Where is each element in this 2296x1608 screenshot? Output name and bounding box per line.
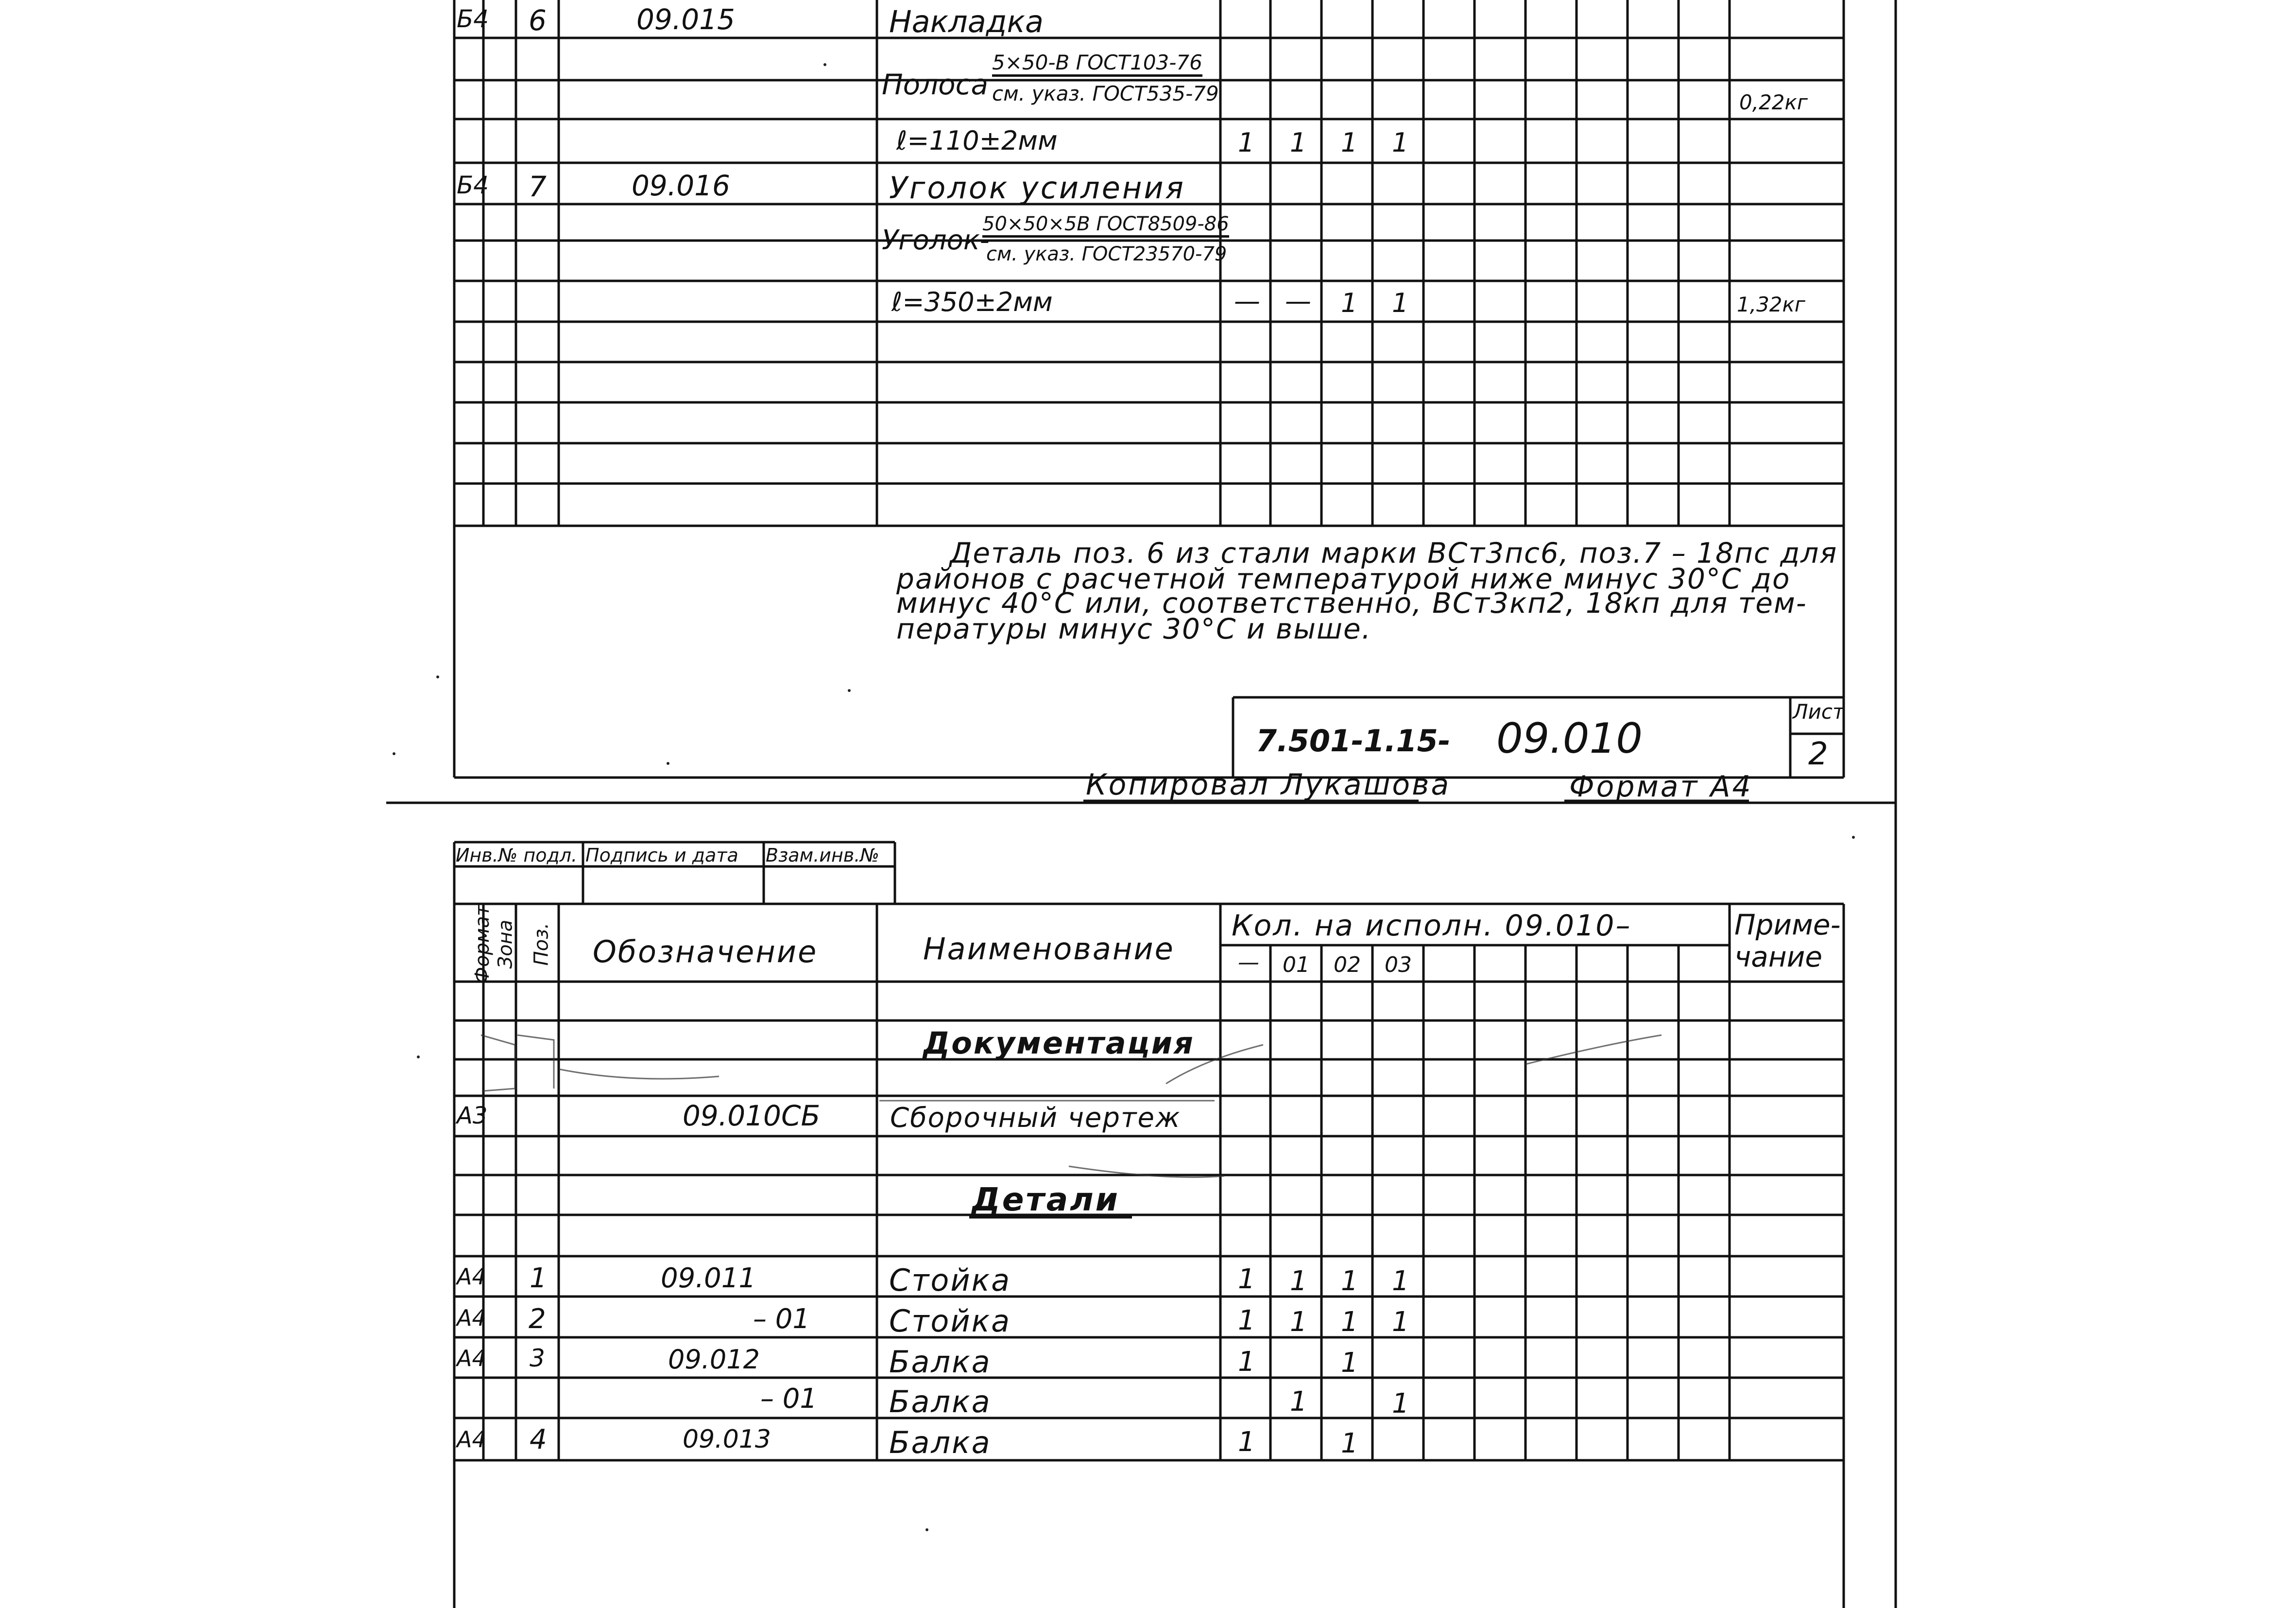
part2-q2: 1	[1290, 1306, 1307, 1338]
row6-pos: 6	[529, 4, 547, 37]
row-angle-length: ℓ=350±2мм	[891, 287, 1053, 317]
header-zone: Зона	[494, 919, 517, 969]
material-note-line-1: Деталь поз. 6 из стали марки ВСт3пс6, поз.7 – 18пс для	[950, 536, 1838, 570]
row-angle-frac-top: 50×50×5В ГОСТ8509-86	[982, 213, 1229, 238]
scan-speck	[848, 689, 851, 692]
part4-name: Балка	[889, 1425, 992, 1460]
material-note-line-2: районов с расчетной температурой ниже минус 30°С до	[896, 562, 1791, 595]
row7-name: Уголок усиления	[889, 170, 1185, 206]
row7-pos: 7	[529, 170, 547, 203]
assembly-format: А3	[457, 1102, 488, 1129]
row7-format: Б4	[457, 171, 489, 199]
row-angle-q4: 1	[1392, 288, 1409, 318]
part3-pos: 3	[530, 1344, 545, 1372]
part3-01-name: Балка	[889, 1384, 992, 1419]
header-pos: Поз.	[530, 922, 553, 966]
part3-q1: 1	[1238, 1346, 1255, 1378]
material-note-line-3: минус 40°С или, соответственно, ВСт3кп2, 18кп для тем-	[896, 587, 1807, 620]
part2-name: Стойка	[889, 1303, 1011, 1339]
row-strip-note: 0,22кг	[1739, 90, 1808, 114]
row-angle-q1: —	[1234, 286, 1260, 316]
scan-speck	[823, 63, 826, 66]
scan-speck	[667, 762, 669, 765]
part1-pos: 1	[530, 1262, 547, 1294]
doc-number: 7.501-1.15-	[1256, 723, 1451, 759]
part3-01-designation: – 01	[760, 1383, 818, 1415]
format-label: Формат А4	[1569, 770, 1753, 804]
part1-q2: 1	[1290, 1265, 1307, 1297]
part3-designation: 09.012	[668, 1344, 760, 1375]
row6-designation: 09.015	[636, 3, 735, 36]
row-strip-frac-bot: см. указ. ГОСТ535-79	[992, 82, 1219, 105]
part4-designation: 09.013	[683, 1425, 771, 1454]
row-strip-frac-top: 5×50-В ГОСТ103-76	[992, 51, 1202, 77]
header-format: Формат	[471, 904, 494, 984]
part1-q1: 1	[1238, 1263, 1255, 1295]
scan-speck	[1852, 836, 1855, 839]
header-designation: Обозначение	[593, 934, 818, 969]
row-strip-length: ℓ=110±2мм	[896, 125, 1058, 156]
doc-code: 09.010	[1496, 714, 1643, 763]
material-note	[896, 536, 1838, 645]
header-exec-03: 03	[1385, 952, 1412, 977]
part3-format: А4	[457, 1345, 486, 1371]
row-strip-q2: 1	[1290, 127, 1307, 158]
part3-01-q2: 1	[1290, 1386, 1307, 1418]
part2-pos: 2	[529, 1303, 546, 1335]
scan-speck	[925, 1528, 928, 1531]
part2-format: А4	[457, 1305, 486, 1331]
row-angle-name: Уголок-	[882, 225, 990, 256]
part4-q1: 1	[1238, 1426, 1255, 1458]
row6-format: Б4	[457, 5, 489, 33]
part1-designation: 09.011	[661, 1262, 756, 1294]
row-angle-frac-bot: см. указ. ГОСТ23570-79	[986, 243, 1227, 265]
sheet-number: 2	[1808, 736, 1828, 772]
stamp-signature-date: Подпись и дата	[585, 845, 738, 866]
part3-01-q4: 1	[1392, 1388, 1409, 1419]
row-strip-q4: 1	[1392, 127, 1409, 158]
part4-q3: 1	[1341, 1428, 1358, 1459]
part3-q3: 1	[1341, 1347, 1358, 1379]
header-exec-base: —	[1238, 950, 1259, 975]
part3-name: Балка	[889, 1344, 992, 1380]
row-angle-q2: —	[1285, 286, 1311, 316]
header-name: Наименование	[923, 931, 1175, 967]
header-exec-01: 01	[1283, 952, 1310, 977]
row-strip-q1: 1	[1238, 127, 1255, 158]
scan-speck	[417, 1055, 420, 1058]
row7-designation: 09.016	[632, 169, 730, 202]
material-note-line-4: пературы минус 30°С и выше.	[896, 612, 1372, 645]
section-documentation: Документация	[923, 1025, 1195, 1061]
scan-speck	[436, 675, 439, 678]
scan-speck	[393, 752, 395, 755]
part2-q1: 1	[1238, 1305, 1255, 1336]
sheet-label: Лист	[1793, 700, 1845, 724]
header-qty: Кол. на исполн. 09.010–	[1232, 909, 1632, 943]
assembly-name: Сборочный чертеж	[890, 1102, 1181, 1134]
header-exec-02: 02	[1334, 952, 1361, 977]
section-parts: Детали	[972, 1181, 1120, 1218]
part4-pos: 4	[530, 1424, 547, 1455]
part2-q4: 1	[1392, 1306, 1409, 1338]
part1-q4: 1	[1392, 1265, 1409, 1297]
part4-format: А4	[457, 1426, 486, 1452]
copied-by: Копировал Лукашова	[1086, 768, 1451, 802]
row6-name: Накладка	[889, 4, 1044, 39]
row-angle-q3: 1	[1341, 288, 1358, 318]
stamp-inv-no: Инв.№ подл.	[456, 845, 578, 866]
assembly-designation: 09.010СБ	[683, 1099, 821, 1132]
part2-designation: – 01	[753, 1303, 810, 1335]
part1-q3: 1	[1341, 1265, 1358, 1297]
part1-name: Стойка	[889, 1262, 1011, 1298]
stamp-replaced-inv: Взам.инв.№	[766, 845, 879, 866]
row-strip-name: Полоса	[882, 68, 989, 101]
header-note: Приме-чание	[1734, 908, 1841, 973]
row-angle-note: 1,32кг	[1737, 293, 1805, 316]
part1-format: А4	[457, 1263, 486, 1290]
part2-q3: 1	[1341, 1306, 1358, 1338]
row-strip-q3: 1	[1341, 127, 1358, 158]
